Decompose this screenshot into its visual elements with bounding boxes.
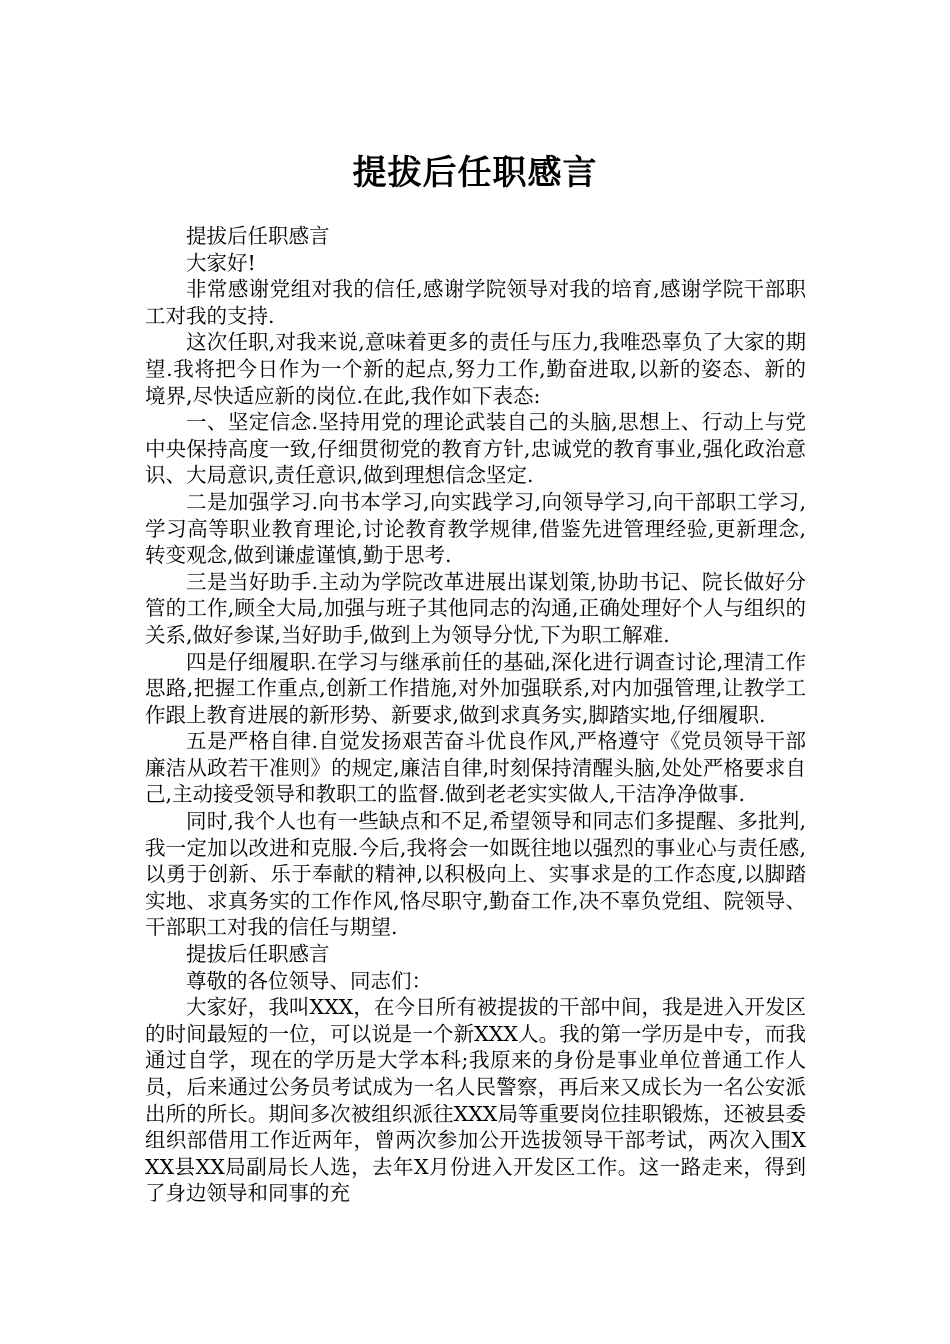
paragraph: 二是加强学习.向书本学习,向实践学习,向领导学习,向干部职工学习,学习高等职业教育理论,讨论教育教学规律,借鉴先进管理经验,更新理念,转变观念,做到谦虚谨慎,勤于思考.	[145, 489, 806, 568]
paragraph: 大家好!	[186, 250, 256, 275]
page-title: 提拔后任职感言	[352, 152, 598, 193]
paragraph: 四是仔细履职.在学习与继承前任的基础,深化进行调查讨论,理清工作思路,把握工作重点,创新工作措施,对外加强联系,对内加强管理,让教学工作跟上教育进展的新形势、新要求,做到求真务实,脚踏实地,仔细履职.	[145, 649, 806, 727]
paragraph: 五是严格自律.自觉发扬艰苦奋斗优良作风,严格遵守《党员领导干部廉洁从政若干准则》的规定,廉洁自律,时刻保持清醒头脑,处处严格要求自己,主动接受领导和教职工的监督.做到老老实实做人,干洁净净做事.	[145, 729, 806, 807]
paragraph: 三是当好助手.主动为学院改革进展出谋划策,协助书记、院长做好分管的工作,顾全大局,加强与班子其他同志的沟通,正确处理好个人与组织的关系,做好参谋,当好助手,做到上为领导分忧,下为职工解难.	[145, 569, 806, 647]
document-body	[145, 223, 806, 1207]
paragraph: 这次任职,对我来说,意味着更多的责任与压力,我唯恐辜负了大家的期望.我将把今日作为一个新的起点,努力工作,勤奋进取,以新的姿态、新的境界,尽快适应新的岗位.在此,我作如下表态:	[145, 330, 806, 408]
paragraph: 一、坚定信念.坚持用党的理论武装自己的头脑,思想上、行动上与党中央保持高度一致,仔细贯彻党的教育方针,忠诚党的教育事业,强化政治意识、大局意识,责任意识,做到理想信念坚定.	[145, 410, 806, 488]
paragraph: 提拔后任职感言	[186, 224, 330, 248]
paragraph: 非常感谢党组对我的信任,感谢学院领导对我的培育,感谢学院干部职工对我的支持.	[145, 277, 806, 328]
paragraph: 同时,我个人也有一些缺点和不足,希望领导和同志们多提醒、多批判,我一定加以改进和克服.今后,我将会一如既往地以强烈的事业心与责任感,以勇于创新、乐于奉献的精神,以积极向上、实事求是的工作态度,以脚踏实地、求真务实的工作作风,恪尽职守,勤奋工作,决不辜负党组、院领导、干部职工对我的信任与期望.	[145, 809, 806, 940]
paragraph: 尊敬的各位领导、同志们：	[186, 968, 432, 993]
paragraph: 大家好，我叫XXX，在今日所有被提拔的干部中间，我是进入开发区的时间最短的一位，可以说是一个新XXX人。我的第一学历是中专，而我通过自学，现在的学历是大学本科;我原来的身份是事业单位普通工作人员，后来通过公务员考试成为一名人民警察，再后来又成长为一名公安派出所的所长。期间多次被组织派往XXX局等重要岗位挂职锻炼，还被县委组织部借用工作近两年，曾两次参加公开选拔领导干部考试，两次入围XXX县XX局副局长人选，去年X月份进入开发区工作。这一路走来，得到了身边领导和同事的充	[145, 995, 806, 1206]
paragraph: 提拔后任职感言	[186, 942, 330, 967]
